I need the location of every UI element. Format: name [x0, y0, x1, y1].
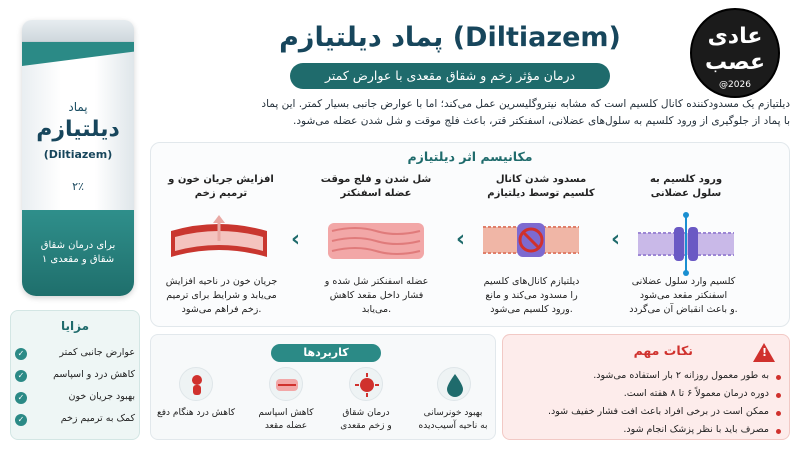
tube-cap: [22, 20, 134, 42]
blood-drop-icon: [437, 367, 471, 401]
step-1-desc-l1: کلسیم وارد سلول عضلانی: [631, 276, 736, 287]
intro-line-1: دیلتیازم یک مسدودکننده کانال کلسیم است که مشابه نیتروگلیسرین عمل می‌کند؛ اما با عوارض جانبی بسیار کمتر. این پماد: [261, 98, 790, 110]
note-item: ممکن است در برخی افراد باعث افت فشار خفیف شود.: [548, 406, 769, 417]
step-2-desc-l1: دیلتیازم کانال‌های کلسیم: [483, 276, 580, 287]
use-label-1: [156, 407, 236, 420]
blood-vessel-illustration: [169, 213, 269, 268]
pain-relief-icon: [179, 367, 213, 401]
tube-text-1: پماد: [68, 100, 88, 114]
note-item: به طور معمول روزانه ۲ بار استفاده می‌شود.: [593, 370, 769, 381]
use-label-4-l2: به ناحیه آسیب‌دیده: [418, 421, 488, 431]
warning-icon-mark: !: [761, 346, 767, 359]
step-1-heading-l1: ورود کلسیم به: [649, 174, 723, 185]
brand-logo: [690, 8, 780, 98]
page-subtitle: درمان مؤثر زخم و شقاق مقعدی با عوارض کمتر: [290, 63, 610, 89]
step-4-desc-l2: می‌یابد و شرایط برای ترمیم: [166, 290, 277, 301]
step-4-heading-l1: افزایش جریان خون و: [168, 174, 274, 185]
advantages-panel: [10, 310, 140, 440]
step-2-desc-l3: ورود کلسیم می‌شود.: [490, 304, 573, 315]
step-1-desc-l2: اسفنکتر مقعد می‌شود: [639, 290, 728, 301]
step-3-heading-l2: عضله اسفنکتر: [340, 188, 412, 199]
notes-title: نکات مهم: [633, 343, 693, 358]
tube-text-5: برای درمان شقاق: [40, 240, 116, 251]
step-4-desc-l3: زخم فراهم می‌شود.: [181, 304, 262, 315]
step-4-heading: [156, 173, 286, 201]
step-1-desc-l3: و باعث انقباض آن می‌گردد.: [629, 304, 738, 315]
step-2-heading-l1: مسدود شدن کانال: [495, 174, 587, 185]
step-4-heading-l2: ترمیم زخم: [194, 188, 248, 199]
use-label-4: [413, 407, 493, 433]
ointment-tube: [22, 20, 134, 296]
step-3-desc-l1: عضله اسفنکتر شل شده و: [324, 276, 429, 287]
virus-icon: [349, 367, 383, 401]
check-icon: ✓: [15, 392, 27, 404]
tube-text-2: دیلتیازم: [36, 117, 120, 142]
bullet-icon: [776, 411, 781, 416]
step-2-desc-l2: را مسدود می‌کند و مانع: [485, 290, 578, 301]
step-2-desc: [464, 275, 599, 317]
use-label-3: [326, 407, 406, 433]
uses-panel: [150, 334, 496, 440]
step-2-heading-l2: کلسیم توسط دیلتیازم: [487, 188, 595, 199]
advantages-title: مزایا: [60, 319, 90, 333]
logo-line-1: عادی: [707, 24, 763, 49]
intro-line-2: با پماد از جلوگیری از ورود کلسیم به سلول‌های عضلانی، اسفنکتر قتر، باعث فلج موقت و شل شدن عضله می‌شود.: [293, 115, 790, 127]
use-label-4-l1: بهبود خونرسانی: [423, 408, 483, 418]
note-item: مصرف باید با نظر پزشک انجام شود.: [623, 424, 769, 435]
page-title: پماد دیلتیازم (Diltiazem): [279, 22, 621, 53]
calcium-entry-illustration: [636, 209, 736, 279]
advantage-item: عوارض جانبی کمتر: [59, 347, 135, 358]
chevron-left-icon: ‹: [291, 227, 301, 252]
chevron-left-icon: ‹: [611, 227, 621, 252]
note-item: دوره درمان معمولاً ۶ تا ۸ هفته است.: [623, 388, 769, 399]
step-3-desc-l3: می‌یابد.: [361, 304, 392, 315]
bullet-icon: [776, 375, 781, 380]
step-4-desc-l1: جریان خون در ناحیه افزایش: [165, 276, 278, 287]
relaxed-muscle-illustration: [326, 219, 426, 263]
step-3-desc: [309, 275, 444, 317]
step-4-desc: [154, 275, 289, 317]
muscle-icon: [269, 367, 303, 401]
tube-text-6: شقاق و مقعدی ۱: [41, 254, 115, 265]
bullet-icon: [776, 393, 781, 398]
use-label-3-l1: درمان شقاق: [342, 408, 390, 418]
step-1-heading: [621, 173, 751, 201]
tube-text-4: ۲٪: [72, 180, 84, 193]
use-label-2-l1: کاهش اسپاسم: [258, 408, 314, 418]
use-label-3-l2: و زخم مقعدی: [340, 421, 392, 431]
notes-panel: [502, 334, 790, 440]
step-3-heading-l1: شل شدن و فلج موقت: [320, 174, 432, 185]
logo-line-2: عصب: [705, 50, 765, 75]
step-2-heading: [476, 173, 606, 201]
bullet-icon: [776, 429, 781, 434]
step-1-desc: [616, 275, 751, 317]
advantage-item: کمک به ترمیم زخم: [60, 413, 135, 424]
step-3-heading: [311, 173, 441, 201]
chevron-left-icon: ‹: [456, 227, 466, 252]
step-3-desc-l2: فشار داخل مقعد کاهش: [329, 290, 424, 301]
use-label-1-l1: کاهش درد هنگام دفع: [156, 408, 236, 418]
mechanism-title: مکانیسم اثر دیلتیازم: [407, 149, 533, 164]
advantage-item: بهبود جریان خون: [68, 391, 135, 402]
use-label-2-l2: عضله مقعد: [264, 421, 308, 431]
check-icon: ✓: [15, 348, 27, 360]
step-1-heading-l2: سلول عضلانی: [650, 188, 722, 199]
check-icon: ✓: [15, 370, 27, 382]
mechanism-panel: [150, 142, 790, 327]
blocked-channel-illustration: [481, 213, 581, 273]
use-label-2: [246, 407, 326, 433]
logo-line-3: @2026: [719, 80, 751, 90]
tube-band-top: [22, 42, 134, 66]
uses-title: کاربردها: [271, 344, 381, 362]
check-icon: ✓: [15, 414, 27, 426]
intro-text: [160, 96, 790, 130]
tube-text-3: (Diltiazem): [43, 148, 113, 161]
advantage-item: کاهش درد و اسپاسم: [53, 369, 135, 380]
